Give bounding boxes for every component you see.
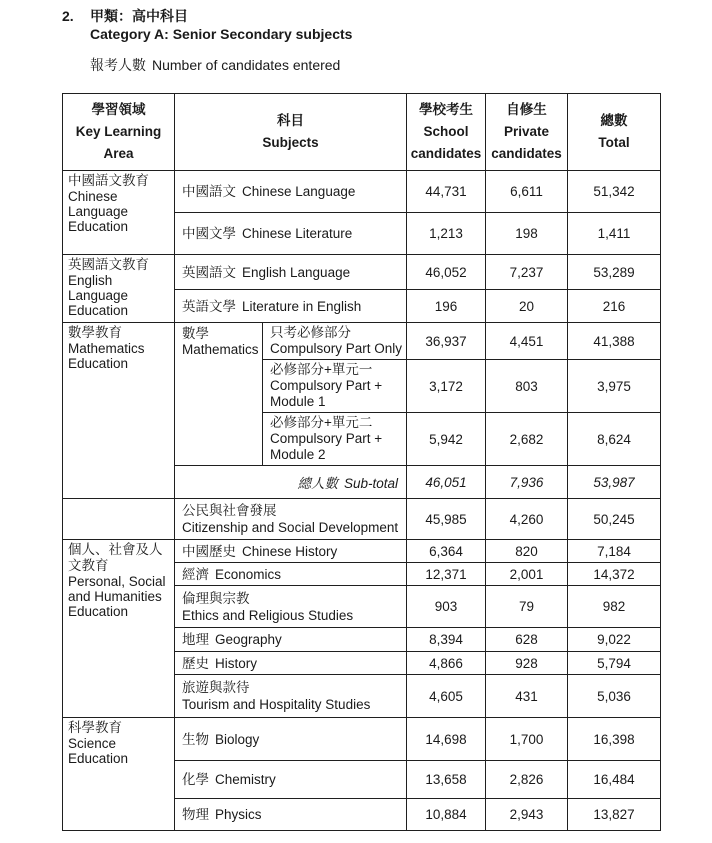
total-cell: 5,036 [568, 675, 661, 718]
private-candidates-cell: 79 [486, 586, 568, 628]
total-cell: 16,484 [568, 761, 661, 799]
kla-en: Chinese Language Education [68, 189, 129, 234]
private-candidates-cell: 431 [486, 675, 568, 718]
subject-cell-literature-in-english [175, 290, 407, 323]
subject-zh: 中國語文 [182, 184, 236, 199]
col-header-private-candidates [486, 94, 568, 171]
subject-cell-biology [175, 718, 407, 761]
subject-en: Citizenship and Social Development [182, 520, 399, 535]
subject-zh: 倫理與宗教 [182, 590, 250, 606]
table-row [63, 540, 661, 563]
col-header-subjects-en: Subjects [262, 135, 319, 150]
kla-en: Personal, Social and Humanities Education [68, 574, 166, 619]
school-candidates-cell: 8,394 [407, 628, 486, 652]
subject-cell-chinese-literature [175, 213, 407, 255]
subject-en: Geography [215, 632, 282, 647]
part-en: Compulsory Part + Module 2 [270, 431, 383, 462]
private-candidates-cell: 2,943 [486, 799, 568, 831]
school-candidates-cell: 6,364 [407, 540, 486, 563]
math-part-cell-module-1 [263, 360, 407, 413]
subject-en: English Language [242, 264, 351, 280]
col-header-total [568, 94, 661, 171]
private-candidates-cell: 6,611 [486, 171, 568, 213]
kla-cell-empty [63, 499, 175, 540]
school-candidates-cell: 196 [407, 290, 486, 323]
private-candidates-cell: 2,826 [486, 761, 568, 799]
page-subtitle [90, 57, 352, 74]
part-en: Compulsory Part + Module 1 [270, 378, 383, 409]
col-header-total-en: Total [598, 135, 630, 150]
kla-zh: 數學教育 [68, 325, 122, 340]
subject-en: History [215, 655, 258, 671]
document-header [62, 7, 352, 74]
col-header-school-en: School candidates [410, 124, 482, 161]
school-candidates-cell: 36,937 [407, 323, 486, 360]
school-candidates-cell: 4,605 [407, 675, 486, 718]
subject-zh: 生物 [182, 731, 209, 747]
subject-en: Economics [215, 566, 282, 582]
subject-en: Ethics and Religious Studies [182, 607, 354, 623]
school-candidates-cell: 1,213 [407, 213, 486, 255]
kla-en: English Language Education [68, 273, 129, 318]
subject-cell-chinese-history [175, 540, 407, 563]
col-header-school-zh: 學校考生 [419, 102, 473, 117]
section-number: 2. [62, 8, 74, 24]
table-row [63, 171, 661, 213]
math-part-cell-compulsory-only [263, 323, 407, 360]
page-subtitle-en: Number of candidates entered [152, 57, 341, 73]
col-header-subjects-zh: 科目 [277, 113, 304, 128]
part-zh: 必修部分+單元一 [270, 362, 373, 377]
subject-cell-geography [175, 628, 407, 652]
subject-en: Tourism and Hospitality Studies [182, 697, 371, 712]
page-title-en: Category A: Senior Secondary subjects [90, 26, 353, 42]
subject-zh: 歷史 [182, 655, 209, 671]
subject-zh: 旅遊與款待 [182, 680, 250, 695]
kla-cell-science-education [63, 718, 175, 831]
kla-en: Mathematics Education [68, 341, 145, 371]
subject-zh: 地理 [182, 632, 209, 647]
part-zh: 只考必修部分 [270, 325, 351, 340]
subtotal-en: Sub-total [343, 476, 398, 491]
private-candidates-cell: 2,001 [486, 563, 568, 586]
school-candidates-cell: 12,371 [407, 563, 486, 586]
subject-en: Literature in English [242, 298, 362, 314]
subject-cell-physics [175, 799, 407, 831]
col-header-subjects [175, 94, 407, 171]
kla-zh: 英國語文教育 [68, 257, 149, 272]
subject-cell-english-language [175, 255, 407, 290]
subject-zh: 化學 [182, 772, 209, 787]
subject-cell-ethics-and-religious-studies [175, 586, 407, 628]
math-subject-cell [175, 323, 263, 466]
subject-cell-history [175, 652, 407, 675]
kla-en: Science Education [68, 736, 129, 766]
page-subtitle-zh: 報考人數 [90, 57, 146, 73]
page-title-zh: 甲類：高中科目 [90, 8, 188, 24]
private-candidates-cell: 7,936 [486, 466, 568, 499]
kla-cell-english-language-education [63, 255, 175, 323]
subject-en: Chinese Language [242, 184, 356, 199]
subject-en: Chinese History [242, 543, 338, 559]
subject-zh: 公民與社會發展 [182, 503, 277, 518]
total-cell: 3,975 [568, 360, 661, 413]
private-candidates-cell: 803 [486, 360, 568, 413]
table-row [63, 323, 661, 360]
private-candidates-cell: 198 [486, 213, 568, 255]
table-row [63, 499, 661, 540]
total-cell: 7,184 [568, 540, 661, 563]
total-cell: 51,342 [568, 171, 661, 213]
kla-zh: 中國語文教育 [68, 173, 149, 188]
total-cell: 216 [568, 290, 661, 323]
kla-zh: 個人、社會及人文教育 [68, 542, 163, 573]
part-zh: 必修部分+單元二 [270, 415, 373, 430]
private-candidates-cell: 4,451 [486, 323, 568, 360]
private-candidates-cell: 628 [486, 628, 568, 652]
private-candidates-cell: 928 [486, 652, 568, 675]
col-header-total-zh: 總數 [600, 113, 628, 128]
kla-cell-chinese-language-education [63, 171, 175, 255]
table-row [63, 255, 661, 290]
total-cell: 14,372 [568, 563, 661, 586]
subject-en: Chemistry [215, 772, 276, 787]
col-header-kla-zh: 學習領域 [91, 102, 146, 117]
col-header-key-learning-area [63, 94, 175, 171]
math-part-cell-module-2 [263, 413, 407, 466]
private-candidates-cell: 4,260 [486, 499, 568, 540]
school-candidates-cell: 903 [407, 586, 486, 628]
private-candidates-cell: 1,700 [486, 718, 568, 761]
table-header-row [63, 94, 661, 171]
subject-zh: 英國語文 [182, 264, 236, 280]
total-cell: 41,388 [568, 323, 661, 360]
private-candidates-cell: 2,682 [486, 413, 568, 466]
subject-cell-citizenship-and-social-development [175, 499, 407, 540]
school-candidates-cell: 46,051 [407, 466, 486, 499]
subject-en: Chinese Literature [242, 226, 353, 241]
subject-cell-chinese-language [175, 171, 407, 213]
subject-zh: 數學 [182, 326, 209, 341]
total-cell: 53,289 [568, 255, 661, 290]
school-candidates-cell: 44,731 [407, 171, 486, 213]
private-candidates-cell: 820 [486, 540, 568, 563]
part-en: Compulsory Part Only [270, 341, 403, 356]
subject-en: Mathematics [182, 342, 259, 357]
title-block [90, 7, 352, 74]
subject-zh: 中國歷史 [182, 543, 236, 559]
subject-zh: 中國文學 [182, 226, 236, 241]
col-header-kla-en: Key Learning Area [75, 124, 162, 161]
kla-zh: 科學教育 [68, 720, 122, 735]
school-candidates-cell: 14,698 [407, 718, 486, 761]
total-cell: 9,022 [568, 628, 661, 652]
total-cell: 5,794 [568, 652, 661, 675]
subject-cell-tourism-and-hospitality-studies [175, 675, 407, 718]
school-candidates-cell: 5,942 [407, 413, 486, 466]
school-candidates-cell: 3,172 [407, 360, 486, 413]
subject-cell-economics [175, 563, 407, 586]
kla-cell-personal-social-humanities-education [63, 540, 175, 718]
total-cell: 13,827 [568, 799, 661, 831]
col-header-private-zh: 自修生 [506, 102, 547, 117]
kla-cell-mathematics-education [63, 323, 175, 499]
subject-zh: 物理 [182, 807, 209, 822]
subject-zh: 英語文學 [182, 298, 236, 314]
candidates-table [62, 93, 661, 831]
total-cell: 53,987 [568, 466, 661, 499]
school-candidates-cell: 45,985 [407, 499, 486, 540]
total-cell: 982 [568, 586, 661, 628]
subtotal-zh: 總人數 [297, 476, 338, 491]
table-row [63, 718, 661, 761]
private-candidates-cell: 20 [486, 290, 568, 323]
subject-cell-chemistry [175, 761, 407, 799]
total-cell: 1,411 [568, 213, 661, 255]
total-cell: 50,245 [568, 499, 661, 540]
subject-en: Physics [215, 807, 262, 822]
school-candidates-cell: 10,884 [407, 799, 486, 831]
subject-en: Biology [215, 731, 260, 747]
subtotal-label [175, 466, 407, 499]
private-candidates-cell: 7,237 [486, 255, 568, 290]
school-candidates-cell: 4,866 [407, 652, 486, 675]
school-candidates-cell: 13,658 [407, 761, 486, 799]
total-cell: 8,624 [568, 413, 661, 466]
total-cell: 16,398 [568, 718, 661, 761]
school-candidates-cell: 46,052 [407, 255, 486, 290]
col-header-school-candidates [407, 94, 486, 171]
col-header-private-en: Private candidates [491, 124, 562, 161]
subject-zh: 經濟 [182, 566, 209, 582]
